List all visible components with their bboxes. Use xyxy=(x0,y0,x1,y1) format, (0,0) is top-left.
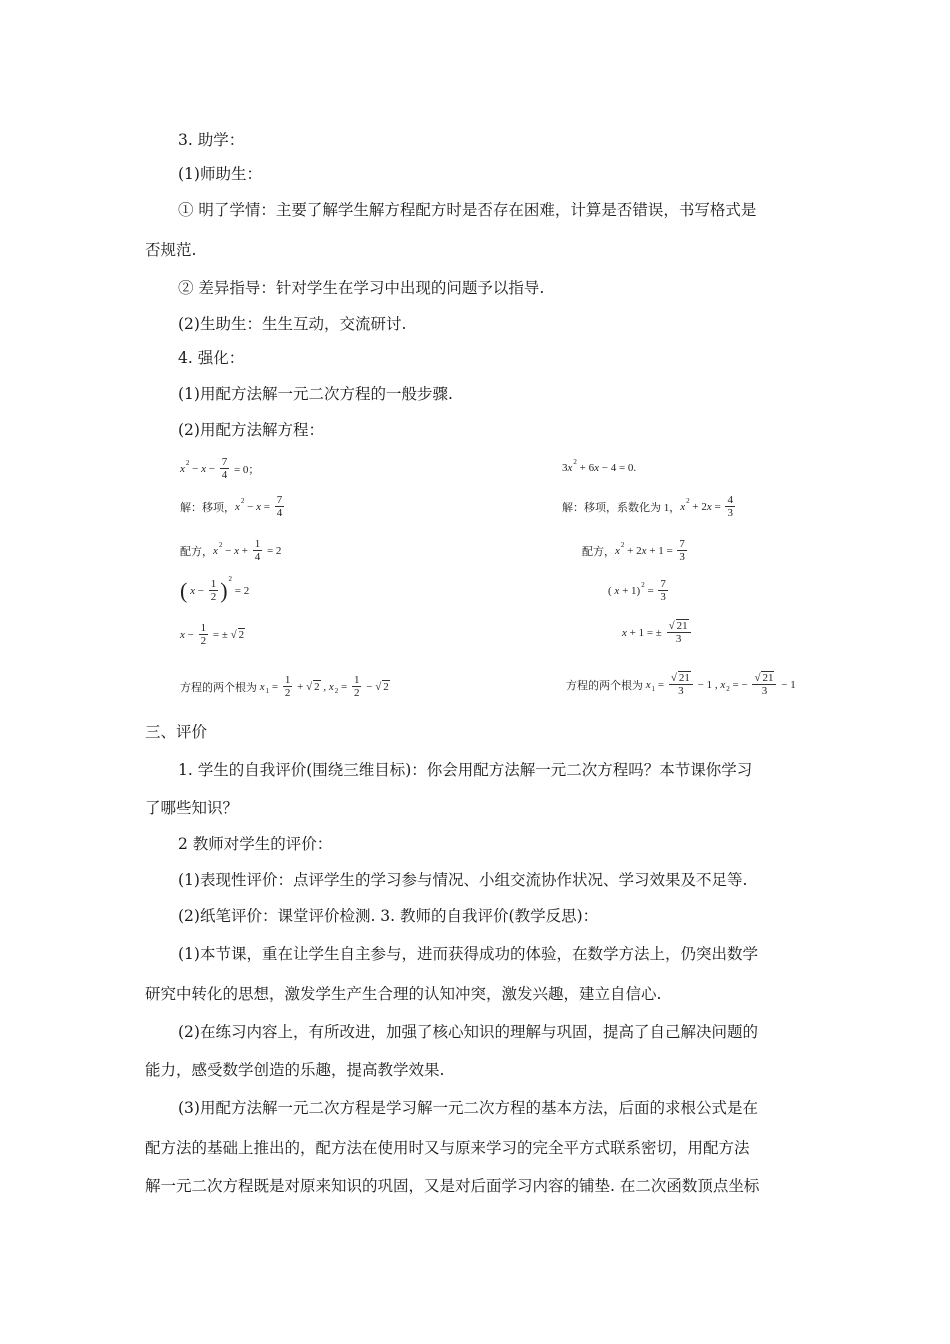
text-line: ① 明了学情：主要了解学生解方程配方时是否存在困难，计算是否错误，书写格式是 xyxy=(178,201,757,219)
text-line: 4. 强化： xyxy=(178,349,245,367)
text-line: (2)用配方法解方程： xyxy=(178,421,324,439)
text-line: 配方法的基础上推出的，配方法在使用时又与原来学习的完全平方式联系密切，用配方法 xyxy=(145,1139,750,1157)
text-line: 3. 助学： xyxy=(178,131,245,149)
step-transpose-1: 解：移项， x 2 − x = $\frac{7}{4}$ xyxy=(180,494,283,519)
text-line: ② 差异指导：针对学生在学习中出现的问题予以指导. xyxy=(178,279,545,297)
text-line: (3)用配方法解一元二次方程是学习解一元二次方程的基本方法，后面的求根公式是在 xyxy=(178,1099,758,1117)
step-square-form-1: ( x − $\frac{1}{2}$ ) 2 = 2 xyxy=(180,574,250,603)
text-line: (1)表现性评价：点评学生的学习参与情况、小组交流协作状况、学习效果及不足等. xyxy=(178,871,748,889)
equation-1: x 2 − x − $\frac{7}{4}$ = 0； xyxy=(180,456,260,481)
text-line: 了哪些知识？ xyxy=(145,799,239,817)
text-line: (2)在练习内容上，有所改进，加强了核心知识的理解与巩固，提高了自己解决问题的 xyxy=(178,1023,758,1041)
text-line: 2 教师对学生的评价： xyxy=(178,835,333,853)
text-line: 否规范. xyxy=(145,241,197,259)
text-line: (1)用配方法解一元二次方程的一般步骤. xyxy=(178,385,453,403)
text-line: (1)本节课，重在让学生自主参与，进而获得成功的体验，在数学方法上，仍突出数学 xyxy=(178,945,758,963)
step-root-2: x + 1 = ± $\frac{√ 21}{3}$ xyxy=(622,620,693,645)
text-line: 1. 学生的自我评价(围绕三维目标)：你会用配方法解一元二次方程吗？本节课你学习 xyxy=(178,761,753,779)
text-line: (2)纸笔评价：课堂评价检测. 3. 教师的自我评价(教学反思)： xyxy=(178,907,599,925)
step-transpose-2: 解：移项，系数化为 1， x 2 + 2 x = $\frac{4}{3}$ xyxy=(562,494,733,519)
roots-2: 方程的两个根为 x 1 = $\frac{√ 21}{3}$ − 1 , x 2 = − $\frac{√ 21}{3}$ − 1 xyxy=(566,672,796,697)
text-line: 解一元二次方程既是对原来知识的巩固，又是对后面学习内容的铺垫. 在二次函数顶点坐标 xyxy=(145,1177,760,1195)
step-square-form-2: ( x + 1) 2 = $\frac{7}{3}$ xyxy=(608,578,666,603)
text-line: 能力，感受数学创造的乐趣，提高教学效果. xyxy=(145,1061,445,1079)
section-heading: 三、评价 xyxy=(145,723,208,741)
text-line: 研究中转化的思想，激发学生产生合理的认知冲突，激发兴趣，建立自信心. xyxy=(145,985,662,1003)
text-line: (2)生助生：生生互动，交流研讨. xyxy=(178,315,407,333)
roots-1: 方程的两个根为 x 1 = $\frac{1}{2}$ + √ 2 , x 2 = $\frac{1}{2}$ − √ 2 xyxy=(180,674,389,699)
step-complete-square-1: 配方， x 2 − x + $\frac{1}{4}$ = 2 xyxy=(180,538,282,563)
step-root-1: x − $\frac{1}{2}$ = ± √ 2 xyxy=(180,622,245,647)
text-line: (1)师助生： xyxy=(178,165,262,183)
step-complete-square-2: 配方， x 2 + 2 x + 1 = $\frac{7}{3}$ xyxy=(582,538,685,563)
equation-2: 3 x 2 + 6 x − 4 = 0. xyxy=(562,458,637,474)
